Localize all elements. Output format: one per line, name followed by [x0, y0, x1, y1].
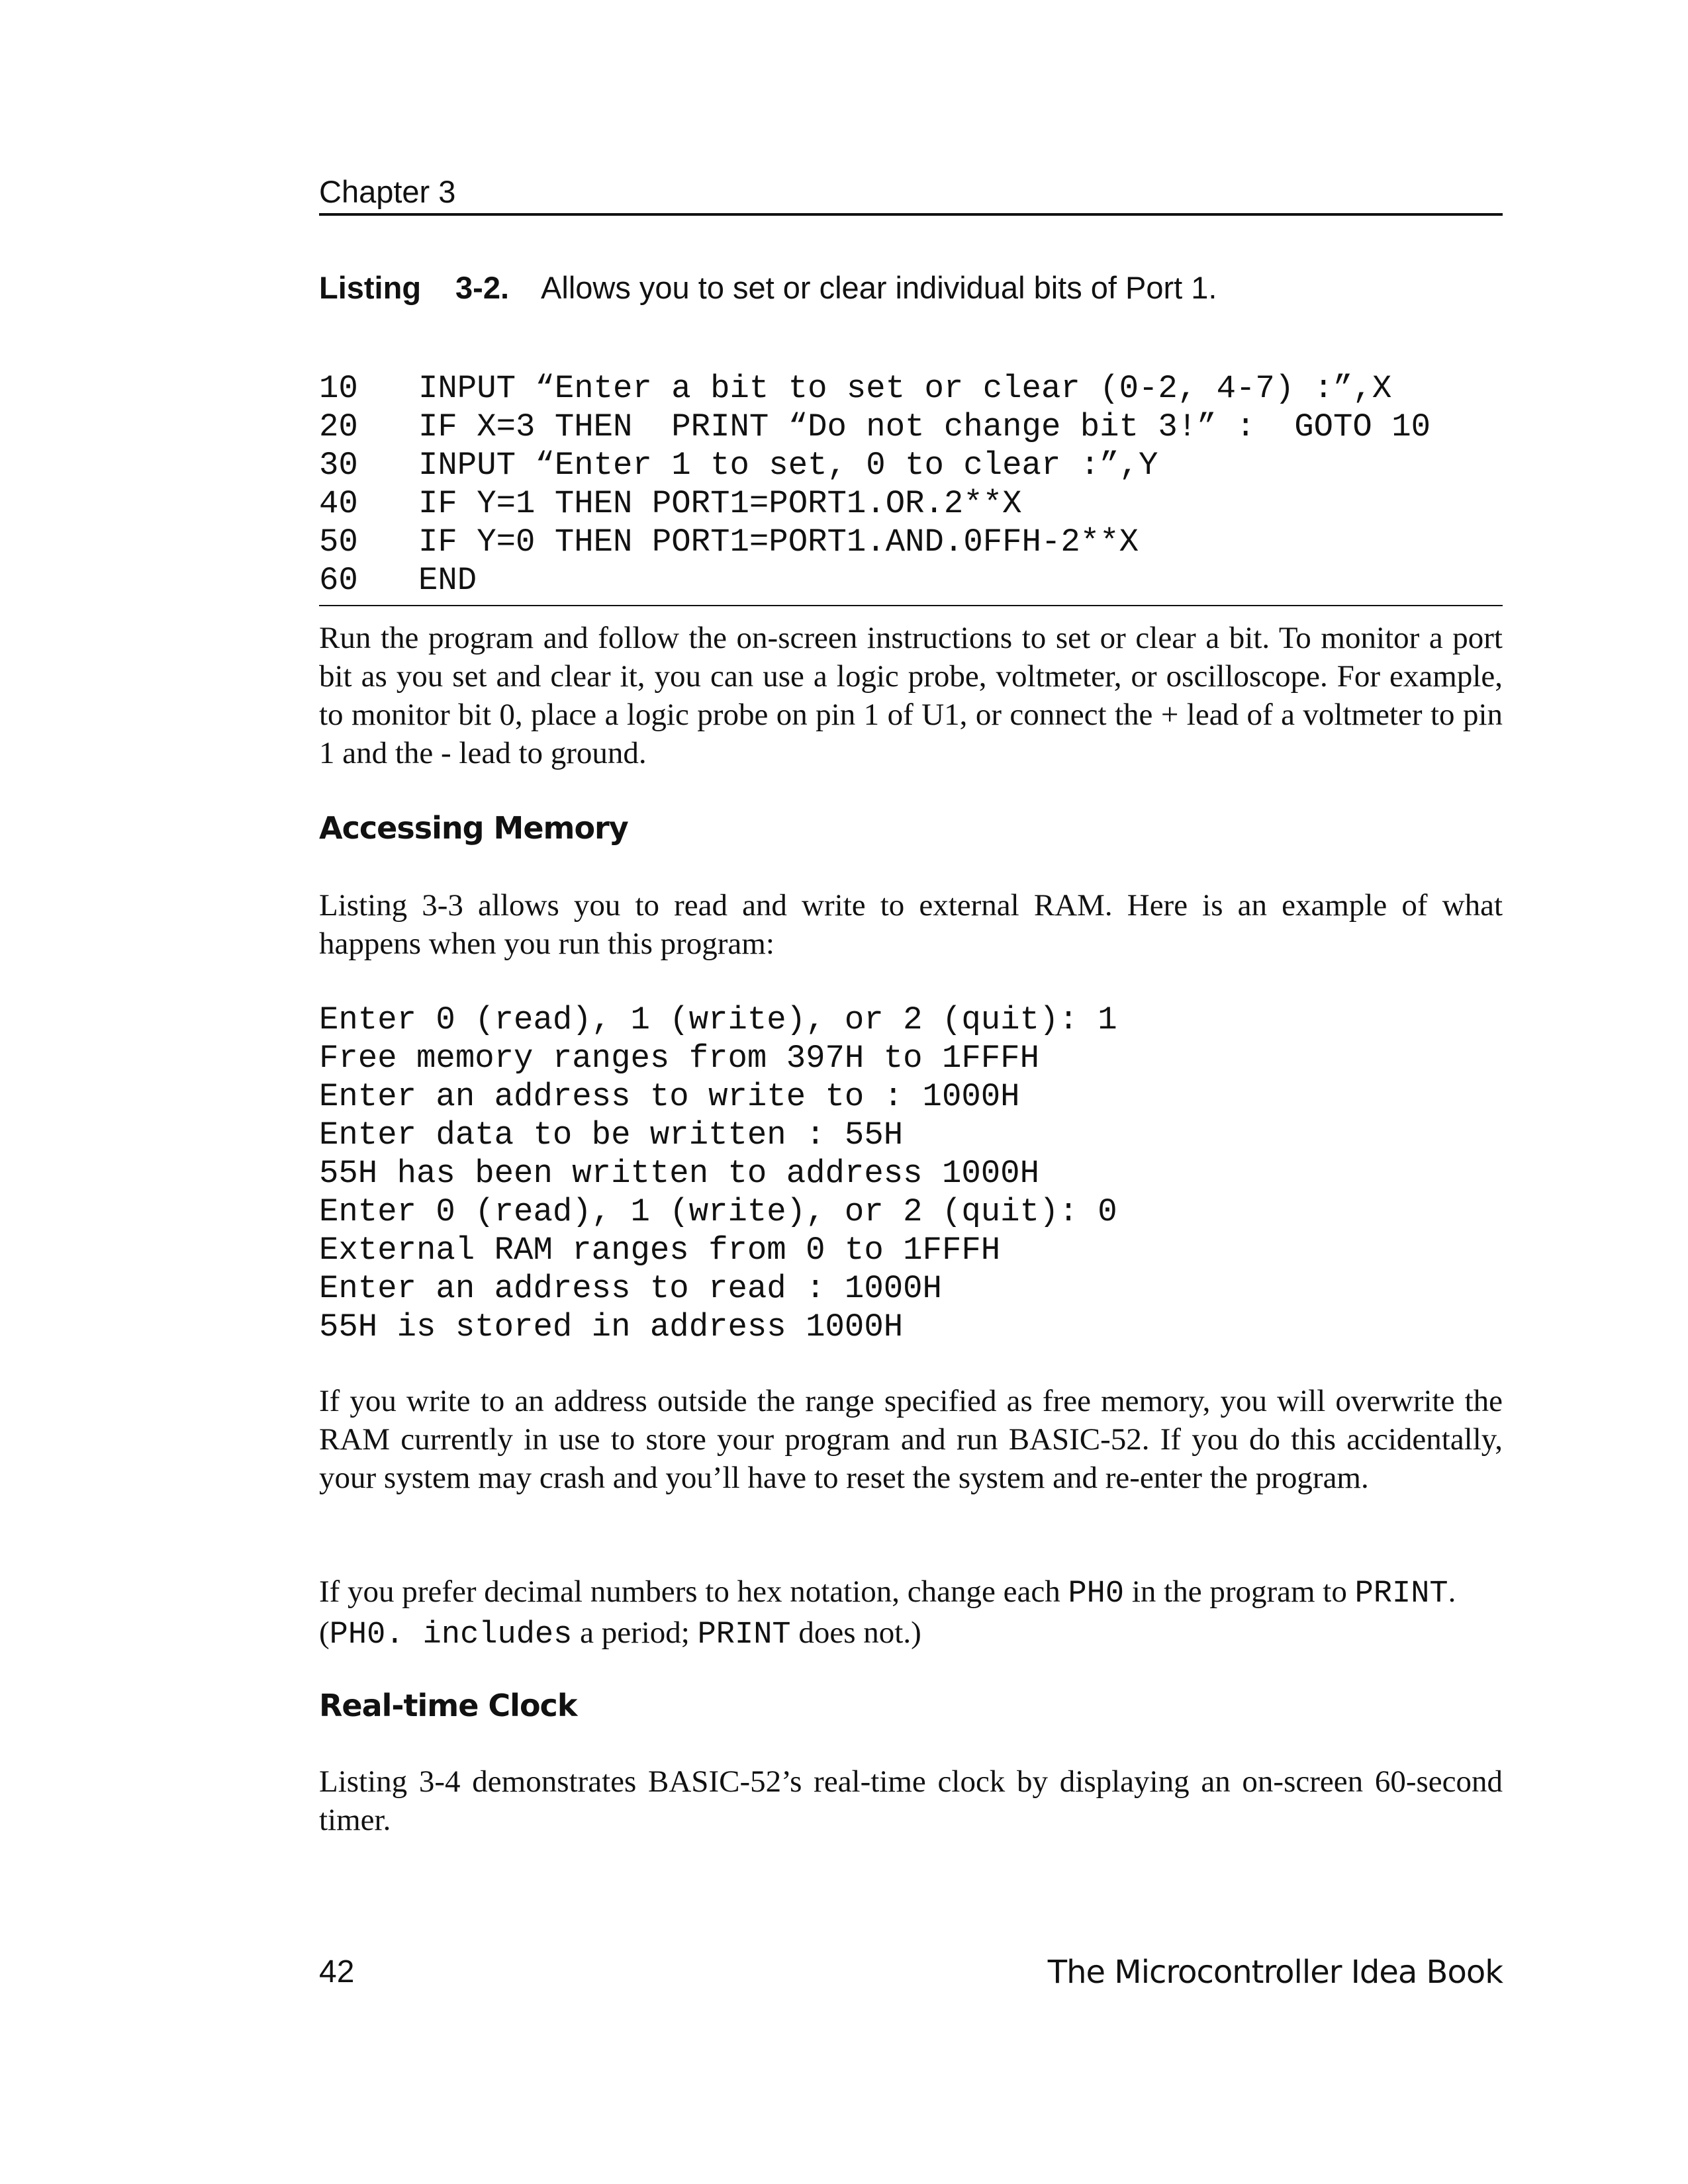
page-number: 42	[319, 1954, 355, 1989]
document-page	[319, 0, 1503, 2184]
line-number: 20	[319, 408, 358, 445]
book-title: The Microcontroller Idea Book	[1047, 1954, 1503, 1991]
output-line: Enter an address to read : 1000H	[319, 1270, 942, 1307]
output-line: 55H is stored in address 1000H	[319, 1308, 904, 1345]
code-text: IF Y=1 THEN PORT1=PORT1.OR.2**X	[418, 485, 1022, 522]
heading-accessing-memory: Accessing Memory	[319, 810, 628, 846]
decimal-text-1: If you prefer decimal numbers to hex notation, change each	[319, 1574, 1068, 1609]
code-line	[319, 523, 1503, 561]
output-line: Enter 0 (read), 1 (write), or 2 (quit): 0	[319, 1193, 1117, 1230]
listing-code-block	[319, 369, 1503, 600]
decimal-text-5: a period;	[572, 1615, 698, 1650]
code-line	[319, 369, 1503, 408]
listing-caption-text: Allows you to set or clear individual bits of Port 1.	[541, 270, 1217, 305]
line-number: 30	[319, 447, 358, 484]
heading-real-time-clock: Real-time Clock	[319, 1688, 577, 1723]
code-text: IF Y=0 THEN PORT1=PORT1.AND.0FFH-2**X	[418, 523, 1139, 561]
paragraph-run-program: Run the program and follow the on-screen instructions to set or clear a bit. To monitor a port bit as you set and clear it, you can use a logic probe, voltmeter, or oscilloscope. For example, to monitor bit 0, place a logic probe on pin 1 of U1, or connect the + lead of a voltmeter to pin 1 and the - lead to ground.	[319, 621, 1503, 770]
code-ph0-includes: PH0. includes	[329, 1617, 573, 1653]
listing-rule	[319, 605, 1503, 606]
code-line	[319, 561, 1503, 600]
code-print-2: PRINT	[697, 1617, 791, 1653]
paragraph-memory-intro: Listing 3-3 allows you to read and write to external RAM. Here is an example of what happens when you run this program:	[319, 888, 1503, 961]
paragraph-overwrite-warning: If you write to an address outside the range specified as free memory, you will overwrite the RAM currently in use to store your program and run BASIC-52. If you do this accidentally, your system may crash and you’ll have to reset the system and re-enter the program.	[319, 1384, 1503, 1495]
header-rule	[319, 213, 1503, 216]
listing-number: 3-2.	[455, 270, 510, 305]
page-footer	[319, 1952, 1503, 1992]
code-print: PRINT	[1354, 1576, 1448, 1612]
decimal-text-6: does not.)	[790, 1615, 921, 1650]
line-number: 10	[319, 370, 358, 407]
line-number: 40	[319, 485, 358, 522]
code-line	[319, 446, 1503, 484]
code-text: INPUT “Enter 1 to set, 0 to clear :”,Y	[418, 447, 1158, 484]
output-line: Enter an address to write to : 1000H	[319, 1078, 1020, 1115]
decimal-text-3: .	[1448, 1574, 1456, 1609]
line-number: 60	[319, 562, 358, 599]
output-line: Enter 0 (read), 1 (write), or 2 (quit): 1	[319, 1001, 1117, 1038]
code-ph0: PH0	[1068, 1576, 1125, 1612]
code-text: IF X=3 THEN PRINT “Do not change bit 3!” : GOTO 10	[418, 408, 1431, 445]
output-line: External RAM ranges from 0 to 1FFFH	[319, 1232, 1001, 1269]
code-line	[319, 484, 1503, 523]
listing-caption	[319, 268, 1503, 308]
code-text: END	[418, 562, 477, 599]
sample-output-block	[319, 1001, 1503, 1346]
decimal-text-4: (	[319, 1615, 330, 1650]
line-number: 50	[319, 523, 358, 561]
listing-label: Listing	[319, 270, 422, 305]
output-line: Free memory ranges from 397H to 1FFFH	[319, 1040, 1039, 1077]
code-text: INPUT “Enter a bit to set or clear (0-2, 4-7) :”,X	[418, 370, 1392, 407]
output-line: Enter data to be written : 55H	[319, 1116, 904, 1154]
paragraph-clock: Listing 3-4 demonstrates BASIC-52’s real-time clock by displaying an on-screen 60-second timer.	[319, 1764, 1503, 1837]
code-line	[319, 408, 1503, 446]
decimal-text-2: in the program to	[1124, 1574, 1355, 1609]
paragraph-decimal-notation	[319, 1572, 1503, 1655]
output-line: 55H has been written to address 1000H	[319, 1155, 1039, 1192]
chapter-running-head: Chapter 3	[319, 174, 456, 209]
